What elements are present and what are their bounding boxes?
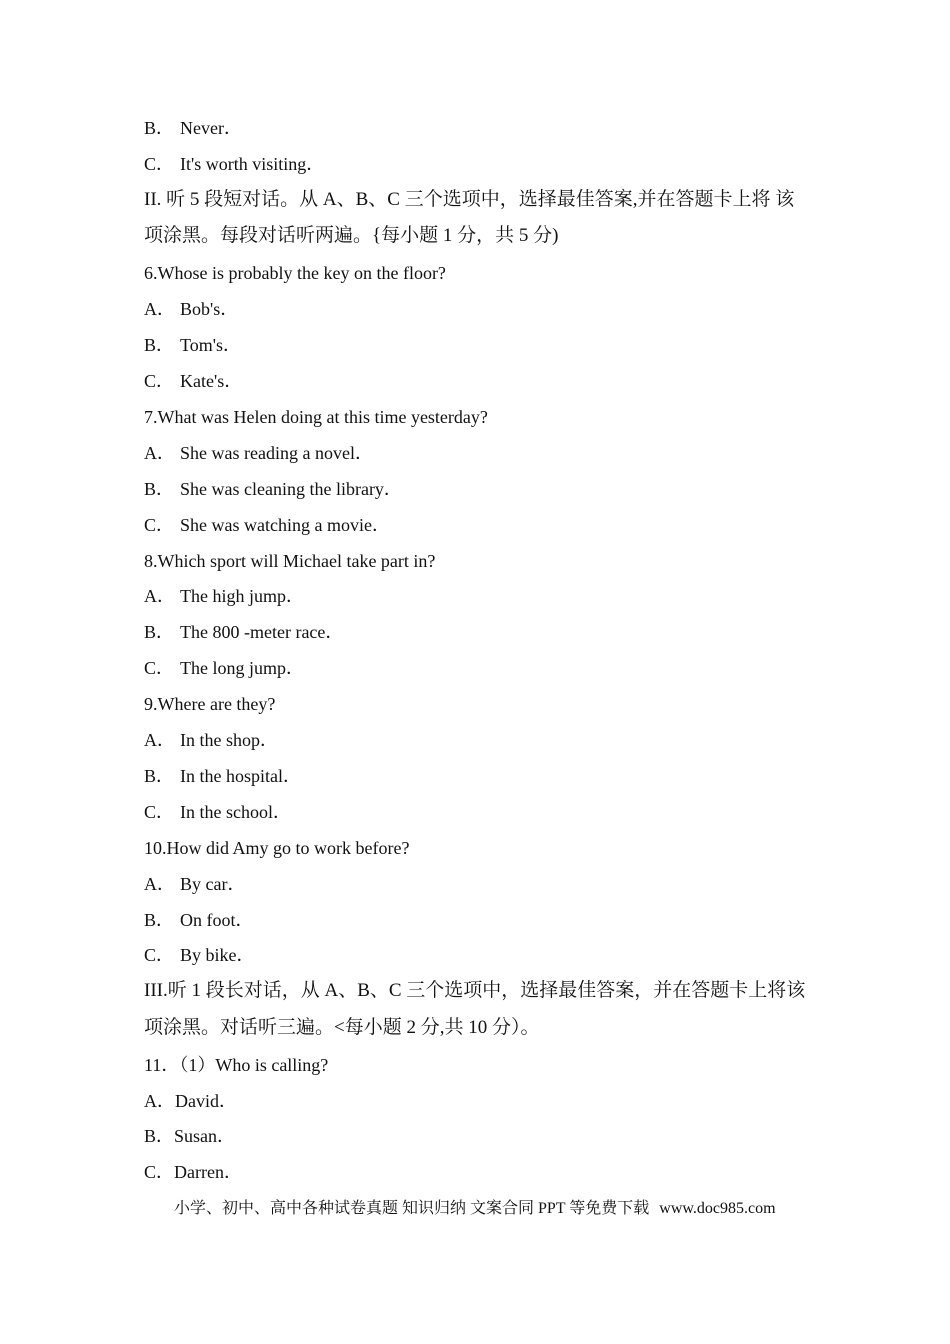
q8-option-b [144,620,343,644]
q11-option-a: A．David． [144,1091,237,1111]
q8-option-a [144,584,304,608]
option-letter: C． [144,371,175,391]
q9-option-b [144,764,301,788]
option-text: Tom's． [180,335,241,355]
q11-option-c: C．Darren． [144,1162,242,1182]
option-letter: B． [144,479,175,499]
option-text: The high jump． [180,586,304,606]
option-text: She was watching a movie． [180,515,390,535]
section-2-instructions-line-2: 项涂黑。每段对话听两遍。{每小题 1 分，共 5 分) [144,225,559,246]
option-text: By bike． [180,945,255,965]
q7-option-b [144,477,402,501]
q7-option-a [144,441,373,465]
option-text: The 800 -meter race． [180,622,344,642]
option-text: She was reading a novel． [180,443,373,463]
option-letter: B． [144,910,175,930]
q10-option-a [144,872,245,896]
line-0 [144,116,242,140]
option-letter: B． [144,622,175,642]
option-text: She was cleaning the library． [180,479,402,499]
option-text: Never． [180,118,242,138]
option-letter: C． [144,945,175,965]
option-letter: B． [144,335,175,355]
option-text: By car． [180,874,246,894]
option-letter: A． [144,874,175,894]
footer-url[interactable]: www.doc985.com [659,1200,776,1217]
option-letter: B． [144,118,175,138]
question-6: 6.Whose is probably the key on the floor? [144,263,446,283]
option-text: In the hospital． [180,766,301,786]
footer [174,1198,776,1220]
option-text: In the school． [180,802,291,822]
option-letter: A． [144,299,175,319]
section-3-instructions-line-2: 项涂黑。对话听三遍。<每小题 2 分,共 10 分）。 [144,1017,540,1038]
option-text: The long jump． [180,658,304,678]
q6-option-c [144,369,242,393]
q9-option-c [144,800,291,824]
line-1 [144,152,324,176]
q6-option-a [144,297,238,321]
option-letter: A． [144,443,175,463]
option-text: On foot． [180,910,254,930]
question-11: 11．（1）Who is calling? [144,1055,329,1075]
q10-option-c [144,943,255,967]
q6-option-b [144,333,241,357]
option-letter: C． [144,658,175,678]
option-letter: C． [144,154,175,174]
question-7: 7.What was Helen doing at this time yesterday? [144,407,488,427]
option-letter: A． [144,586,175,606]
option-letter: C． [144,515,175,535]
q8-option-c [144,656,304,680]
question-9: 9.Where are they? [144,694,276,714]
option-letter: C． [144,802,175,822]
q9-option-a [144,728,278,752]
option-text: Bob's． [180,299,239,319]
footer-text: 小学、初中、高中各种试卷真题 知识归纳 文案合同 PPT 等免费下载 [174,1200,650,1217]
option-text: Kate's． [180,371,243,391]
option-text: In the shop． [180,730,278,750]
option-text: It's worth visiting． [180,154,325,174]
q11-option-b: B．Susan． [144,1126,236,1146]
q10-option-b [144,908,254,932]
section-2-instructions-line-1: II. 听 5 段短对话。从 A、B、C 三个选项中，选择最佳答案,并在答题卡上将 该 [144,189,795,210]
q7-option-c [144,513,390,537]
question-10: 10.How did Amy go to work before? [144,838,410,858]
option-letter: B． [144,766,175,786]
option-letter: A． [144,730,175,750]
question-8: 8.Which sport will Michael take part in? [144,551,436,571]
section-3-instructions-line-1: III.听 1 段长对话，从 A、B、C 三个选项中，选择最佳答案，并在答题卡上将该 [144,980,806,1001]
